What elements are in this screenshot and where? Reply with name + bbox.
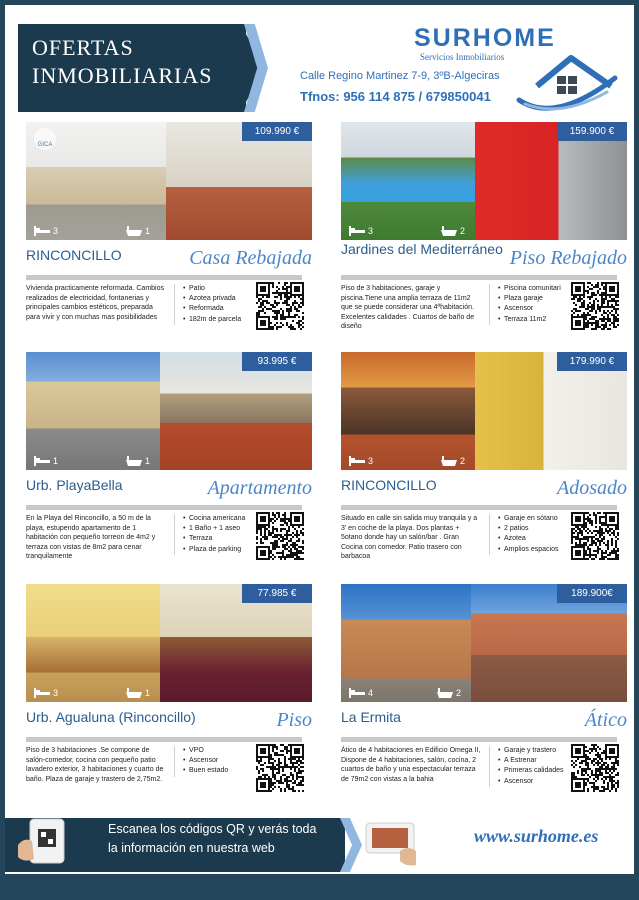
feature-list: [489, 514, 578, 555]
feature-item: • Terraza 11m2: [498, 315, 578, 325]
bedrooms-indicator: [34, 688, 58, 698]
website-link[interactable]: www.surhome.es: [474, 826, 599, 846]
listing-description: Situado en calle sin salida muy tranquila y a 3' en coche de la playa. Dos plantas + 5otano donde hay un salón/bar . Gran Cocina con comedor. Patio trasero con barbacoa: [341, 515, 478, 561]
feature-item: • 182m de parcela: [183, 315, 263, 325]
feature-item: • Azotea privada: [183, 294, 263, 304]
bedrooms-indicator: [34, 456, 58, 466]
bed-icon: [349, 456, 365, 466]
feature-item: • 1 Baño + 1 aseo: [183, 524, 263, 534]
feature-item: • A Estrenar: [498, 756, 578, 766]
listing-type: Piso: [276, 709, 312, 731]
house-logo-icon: [515, 48, 621, 120]
bedrooms-indicator: [34, 226, 58, 236]
bathrooms-indicator: [126, 688, 150, 698]
bedrooms-indicator: [349, 456, 373, 466]
feature-item: • Reformada: [183, 304, 263, 314]
feature-item: • Cocina americana: [183, 514, 263, 524]
listing-type: Piso Rebajado: [509, 247, 627, 269]
bedrooms-indicator: [349, 226, 373, 236]
listing-card[interactable]: [26, 352, 312, 570]
patio-awning-photo: [341, 352, 475, 470]
qr-code[interactable]: [571, 744, 619, 792]
feature-list: [174, 284, 263, 325]
living-room-photo: [26, 584, 160, 702]
bedrooms-count: 3: [368, 226, 374, 236]
price-tag: 93.995 €: [242, 352, 312, 371]
feature-item: • Terraza: [183, 534, 263, 544]
listing-location: Urb. PlayaBella: [26, 477, 123, 493]
listing-type: Casa Rebajada: [189, 247, 312, 269]
listing-card[interactable]: [26, 122, 312, 340]
listing-description: Piso de 3 habitaciones, garaje y piscina.Tiene una amplia terraza de 11m2 que se puede considerar una 4ªhabitación. Excelentes calidades . Cuartos de baño de diseño: [341, 285, 475, 331]
feature-item: • Garaje y trastero: [498, 746, 578, 756]
bathrooms-indicator: [126, 456, 150, 466]
qr-code[interactable]: [571, 512, 619, 560]
qr-code[interactable]: [571, 282, 619, 330]
listing-location: Urb. Agualuna (Rinconcillo): [26, 709, 196, 725]
bedrooms-count: 3: [368, 456, 374, 466]
feature-item: • Plaza de parking: [183, 545, 263, 555]
feature-item: • Plaza garaje: [498, 294, 578, 304]
company-phones: Tfnos: 956 114 875 / 679850041: [300, 89, 491, 104]
listing-photo[interactable]: [26, 584, 312, 702]
feature-item: • Buen estado: [183, 766, 263, 776]
price-tag: 179.990 €: [557, 352, 627, 371]
bathrooms-indicator: [441, 456, 465, 466]
divider: [26, 737, 302, 742]
bathrooms-indicator: [441, 226, 465, 236]
listing-location: RINCONCILLO: [26, 247, 122, 263]
price-tag: 77.985 €: [242, 584, 312, 603]
listing-card[interactable]: [341, 352, 627, 570]
bathtub-icon: [441, 456, 457, 466]
listing-description: Piso de 3 habitaciones .Se compone de salón-comedor, cocina con pequeño patio lavadero exterior, 3 habitaciones y cuarto de baño. Plaza de garaje y trastero de 2,75m2.: [26, 747, 164, 783]
bedrooms-count: 3: [53, 226, 59, 236]
listing-card[interactable]: [341, 584, 627, 802]
bedrooms-indicator: [349, 688, 373, 698]
pool-photo: [341, 122, 475, 240]
listing-photo[interactable]: [341, 122, 627, 240]
qr-code[interactable]: [256, 512, 304, 560]
street-photo: [26, 352, 160, 470]
bathrooms-count: 2: [456, 688, 462, 698]
feature-item: • Piscina comunitari: [498, 284, 578, 294]
listing-location: RINCONCILLO: [341, 477, 437, 493]
listing-description: Ático de 4 habitaciones en Edificio Omega II, Dispone de 4 habitaciones, salón, cocina, 2 cuartos de baño y una espectacular terraza de 79m2 con vistas a la bahia: [341, 747, 481, 783]
feature-item: • 2 patios: [498, 524, 578, 534]
bedrooms-count: 4: [368, 688, 374, 698]
listing-description: Vivienda practicamente reformada. Cambios realizados de electricidad, fontanerias y principales cambios estéticos, preparada para vivir y con muchas mas posibilidades: [26, 285, 164, 321]
bathtub-icon: [441, 226, 457, 236]
listing-photo[interactable]: [341, 584, 627, 702]
bathrooms-count: 1: [145, 456, 151, 466]
feature-item: • Amplios espacios: [498, 545, 578, 555]
bathtub-icon: [126, 688, 142, 698]
listing-location: Jardines del Mediterráneo: [341, 241, 503, 257]
feature-item: • Azotea: [498, 534, 578, 544]
header-title-line2: INMOBILIARIAS: [32, 63, 213, 88]
bathrooms-indicator: [437, 688, 461, 698]
feature-item: • Patio: [183, 284, 263, 294]
divider: [341, 275, 617, 280]
footer-line2: la información en nuestra web: [108, 841, 275, 855]
phone-showing-web-icon: [360, 815, 418, 867]
bed-icon: [34, 688, 50, 698]
feature-item: • Primeras calidades: [498, 766, 578, 776]
price-tag: 159.900 €: [557, 122, 627, 141]
bathtub-icon: [437, 688, 453, 698]
divider: [26, 275, 302, 280]
bathrooms-count: 2: [460, 456, 466, 466]
bedrooms-count: 3: [53, 688, 59, 698]
brand-name: SURHOME: [414, 24, 556, 52]
listing-photo[interactable]: [341, 352, 627, 470]
listing-description: En la Playa del Rinconcillo, a 50 m de la playa, estupendo apartamento de 1 habitación con pequeño torreon de 4m2 y terraza con vistas de 8m2 para cenar tranquilamente: [26, 515, 156, 561]
company-address: Calle Regino Martinez 7-9, 3ºB-Algeciras: [300, 70, 500, 82]
feature-item: • VPO: [183, 746, 263, 756]
feature-list: [489, 284, 578, 325]
gica-watermark: GICA: [34, 128, 56, 150]
feature-item: • Ascensor: [498, 777, 578, 787]
listing-type: Apartamento: [207, 477, 312, 499]
divider: [341, 505, 617, 510]
qr-code[interactable]: [256, 744, 304, 792]
header-title-line1: OFERTAS: [32, 35, 134, 60]
feature-list: [174, 746, 263, 777]
bed-icon: [34, 226, 50, 236]
listing-photo[interactable]: [26, 352, 312, 470]
bathrooms-count: 2: [460, 226, 466, 236]
qr-code[interactable]: [256, 282, 304, 330]
bathtub-icon: [126, 226, 142, 236]
listing-card[interactable]: [26, 584, 312, 802]
bathrooms-count: 1: [145, 226, 151, 236]
price-tag: 189.900€: [557, 584, 627, 603]
bedrooms-count: 1: [53, 456, 59, 466]
listing-photo[interactable]: [26, 122, 312, 240]
listing-type: Adosado: [557, 477, 627, 499]
header-title-banner: [18, 24, 246, 112]
listing-location: La Ermita: [341, 709, 401, 725]
feature-item: • Ascensor: [183, 756, 263, 766]
divider: [341, 737, 617, 742]
price-tag: 109.990 €: [242, 122, 312, 141]
divider: [26, 505, 302, 510]
phone-scanning-qr-icon: [16, 815, 74, 867]
listing-card[interactable]: [341, 122, 627, 340]
footer-message: [108, 820, 344, 858]
bathrooms-indicator: [126, 226, 150, 236]
listing-type: Ático: [584, 709, 627, 731]
footer-line1: Escanea los códigos QR y verás toda: [108, 822, 317, 836]
building-photo: [341, 584, 471, 702]
feature-list: [489, 746, 578, 787]
bathrooms-count: 1: [145, 688, 151, 698]
feature-item: • Ascensor: [498, 304, 578, 314]
bathtub-icon: [126, 456, 142, 466]
bed-icon: [34, 456, 50, 466]
feature-list: [174, 514, 263, 555]
bed-icon: [349, 226, 365, 236]
feature-item: • Garaje en sótano: [498, 514, 578, 524]
bed-icon: [349, 688, 365, 698]
brand-subtitle: Servicios Inmobiliarios: [420, 52, 505, 62]
